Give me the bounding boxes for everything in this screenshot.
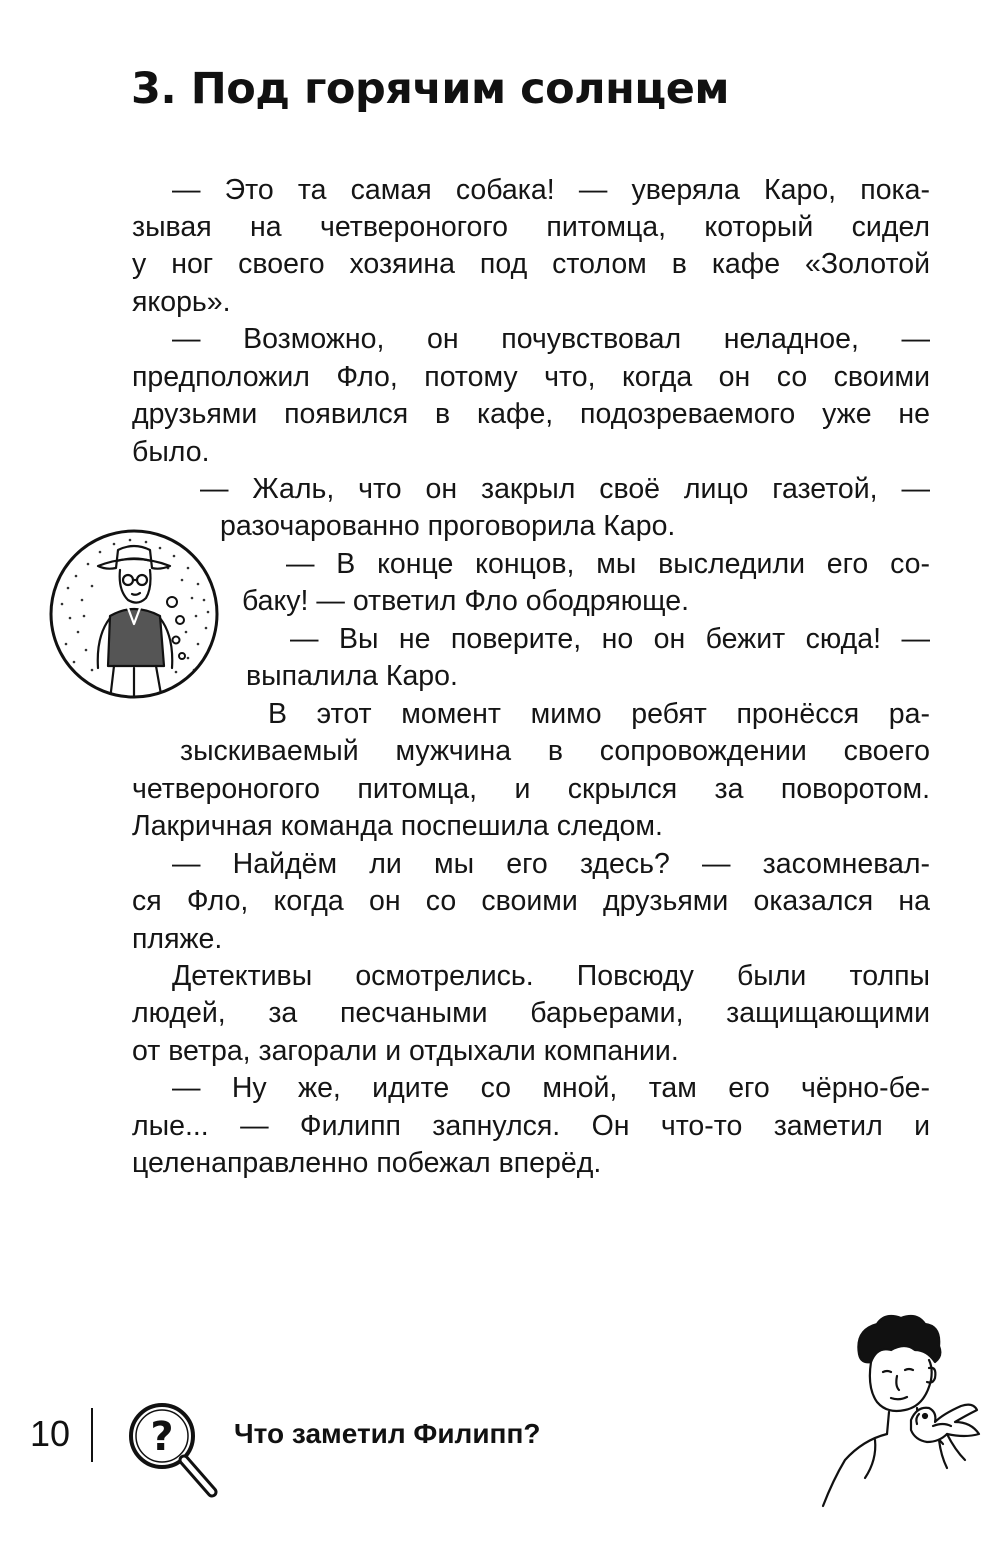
- footer-divider: [91, 1408, 93, 1462]
- text-line: ся Фло, когда он со своими друзьями оказался на: [132, 885, 930, 917]
- text-line: людей, за песчаными барьерами, защищающими: [132, 997, 930, 1029]
- text-line: якорь».: [132, 286, 231, 318]
- text-line: — В конце концов, мы выследили его со-: [286, 548, 930, 580]
- text-line: зыскиваемый мужчина в сопровождении своего: [180, 735, 930, 767]
- chapter-title: 3. Под горячим солнцем: [131, 64, 730, 114]
- boy-with-parrot-icon: [815, 1310, 995, 1510]
- question-mark-glyph: ?: [150, 1414, 174, 1460]
- text-line: у ног своего хозяина под столом в кафе «Золотой: [132, 248, 930, 280]
- footer-question: Что заметил Филипп?: [234, 1418, 541, 1449]
- text-line: — Жаль, что он закрыл своё лицо газетой, —: [200, 473, 930, 505]
- text-line: — Ну же, идите со мной, там его чёрно-бе-: [172, 1072, 930, 1104]
- text-line: предположил Фло, потому что, когда он со своими: [132, 361, 930, 393]
- suspect-portrait-icon: [48, 528, 220, 700]
- text-line: баку! — ответил Фло ободряюще.: [242, 585, 690, 617]
- text-line: четвероногого питомца, и скрылся за поворотом.: [132, 773, 930, 805]
- page-number: 10: [30, 1413, 71, 1454]
- text-line: — Найдём ли мы его здесь? — засомневал-: [172, 848, 930, 880]
- text-line: друзьями появился в кафе, подозреваемого уже не: [132, 398, 930, 430]
- text-line: В этот момент мимо ребят пронёсся ра-: [268, 698, 930, 730]
- text-line: — Возможно, он почувствовал неладное, —: [172, 323, 930, 355]
- text-line: было.: [132, 436, 210, 468]
- text-line: зывая на четвероногого питомца, который сидел: [132, 211, 930, 243]
- text-line: целенаправленно побежал вперёд.: [132, 1147, 602, 1179]
- text-line: лые... — Филипп запнулся. Он что-то заметил и: [132, 1110, 930, 1142]
- text-line: выпалила Каро.: [246, 660, 458, 692]
- text-line: пляже.: [132, 923, 223, 955]
- magnifier-question-icon: [118, 1398, 228, 1508]
- text-line: — Вы не поверите, но он бежит сюда! —: [290, 623, 930, 655]
- text-line: от ветра, загорали и отдыхали компании.: [132, 1035, 679, 1067]
- text-line: Детективы осмотрелись. Повсюду были толпы: [172, 960, 930, 992]
- text-line: — Это та самая собака! — уверяла Каро, пока-: [172, 174, 930, 206]
- text-line: разочарованно проговорила Каро.: [220, 510, 676, 542]
- text-line: Лакричная команда поспешила следом.: [132, 810, 663, 842]
